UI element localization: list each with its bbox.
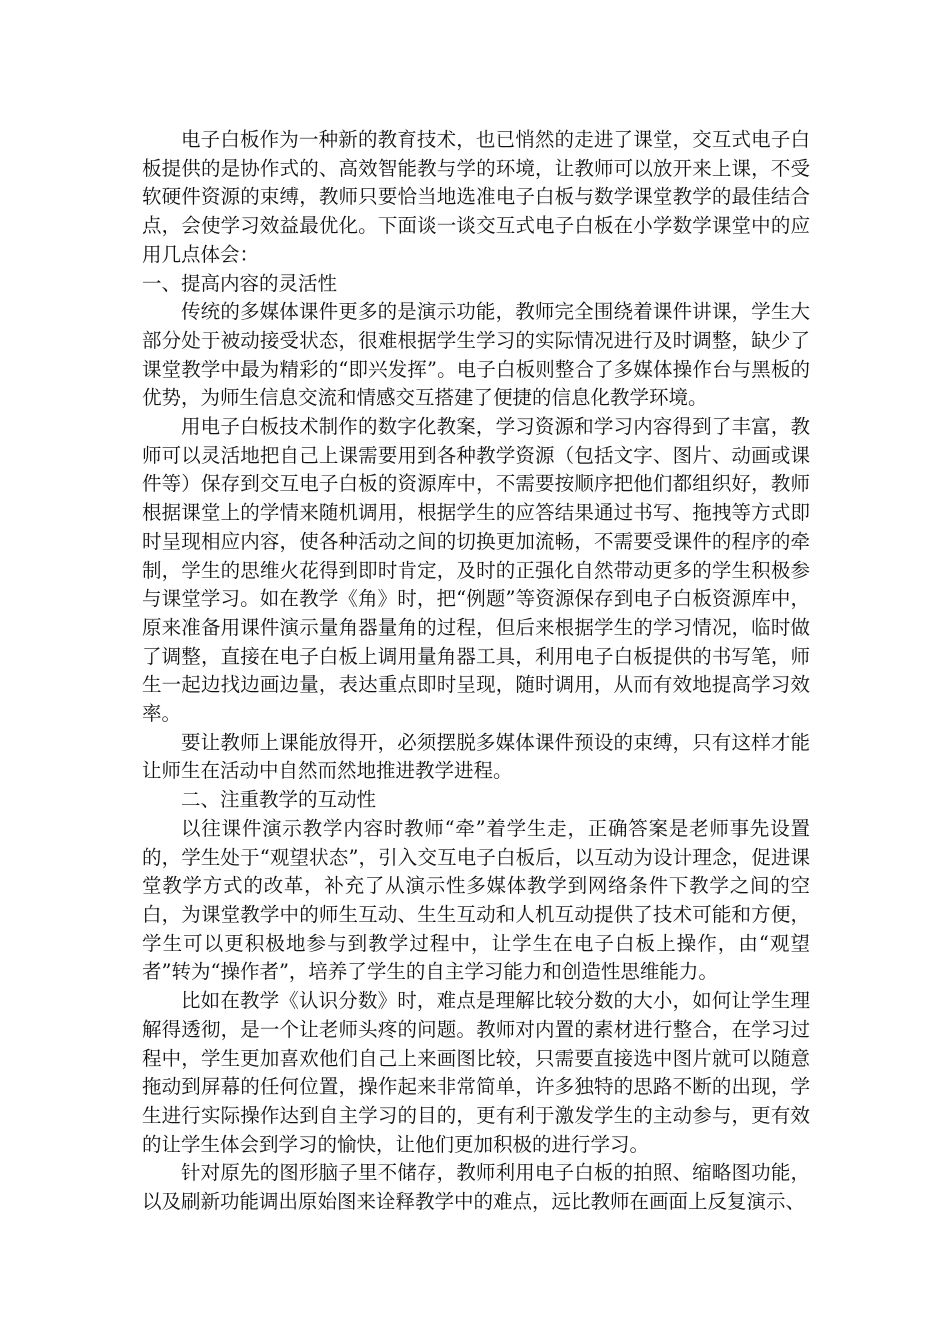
section-2-paragraph-3: 针对原先的图形脑子里不储存，教师利用电子白板的拍照、缩略图功能，以及刷新功能调出原始图来诠释教学中的难点，远比教师在画面上反复演示、	[142, 1161, 810, 1214]
section-2-paragraph-1: 以往课件演示教学内容时教师“牵”着学生走，正确答案是老师事先设置的，学生处于“观望状态”，引入交互电子白板后，以互动为设计理念，促进课堂教学方式的改革，补充了从演示性多媒体教学到网络条件下教学之间的空白，为课堂教学中的师生互动、生生互动和人机互动提供了技术可能和方便，学生可以更积极地参与到教学过程中，让学生在电子白板上操作，由“观望者”转为“操作者”，培养了学生的自主学习能力和创造性思维能力。	[142, 816, 810, 984]
section-2-heading: 二、注重教学的互动性	[181, 788, 377, 812]
section-2-paragraph-2: 比如在教学《认识分数》时，难点是理解比较分数的大小，如何让学生理解得透彻，是一个让老师头疼的问题。教师对内置的素材进行整合，在学习过程中，学生更加喜欢他们自己上来画图比较，只需要直接选中图片就可以随意拖动到屏幕的任何位置，操作起来非常简单，许多独特的思路不断的出现，学生进行实际操作达到自主学习的目的，更有利于激发学生的主动参与，更有效的让学生体会到学习的愉快，让他们更加积极的进行学习。	[142, 989, 810, 1156]
section-1-heading: 一、提高内容的灵活性	[142, 271, 338, 295]
section-1-paragraph-2: 用电子白板技术制作的数字化教案，学习资源和学习内容得到了丰富，教师可以灵活地把自己上课需要用到各种教学资源（包括文字、图片、动画或课件等）保存到交互电子白板的资源库中，不需要按顺序把他们都组织好，教师根据课堂上的学情来随机调用，根据学生的应答结果通过书写、拖拽等方式即时呈现相应内容，使各种活动之间的切换更加流畅，不需要受课件的程序的牵制，学生的思维火花得到即时肯定，及时的正强化自然带动更多的学生积极参与课堂学习。如在教学《角》时，把“例题”等资源保存到电子白板资源库中，原来准备用课件演示量角器量角的过程，但后来根据学生的学习情况，临时做了调整，直接在电子白板上调用量角器工具，利用电子白板提供的书写笔，师生一起边找边画边量，表达重点即时呈现，随时调用，从而有效地提高学习效率。	[142, 415, 810, 726]
document-page	[142, 126, 810, 1217]
section-1-paragraph-3: 要让教师上课能放得开，必须摆脱多媒体课件预设的束缚，只有这样才能让师生在活动中自然而然地推进教学进程。	[142, 730, 810, 783]
intro-paragraph: 电子白板作为一种新的教育技术，也已悄然的走进了课堂，交互式电子白板提供的是协作式的、高效智能教与学的环境，让教师可以放开来上课，不受软硬件资源的束缚，教师只要恰当地选准电子白板与数学课堂教学的最佳结合点，会使学习效益最优化。下面谈一谈交互式电子白板在小学数学课堂中的应用几点体会：	[142, 128, 810, 266]
section-1-paragraph-1: 传统的多媒体课件更多的是演示功能，教师完全围绕着课件讲课，学生大部分处于被动接受状态，很难根据学生学习的实际情况进行及时调整，缺少了课堂教学中最为精彩的“即兴发挥”。电子白板则整合了多媒体操作台与黑板的优势，为师生信息交流和情感交互搭建了便捷的信息化教学环境。	[142, 300, 810, 410]
